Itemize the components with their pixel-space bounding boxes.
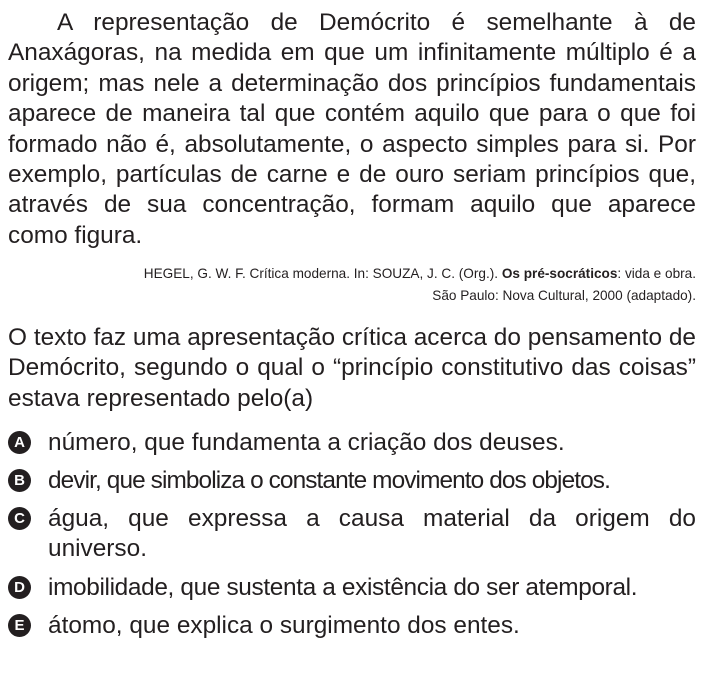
citation-line-1 <box>8 263 696 285</box>
answer-options <box>8 428 696 641</box>
option-e-letter-badge: E <box>8 614 31 637</box>
citation-suffix: : vida e obra. <box>617 266 696 282</box>
option-a-text: número, que fundamenta a criação dos deuses. <box>48 428 565 456</box>
passage-text: A representação de Demócrito é semelhante à de Anaxágoras, na medida em que um infinitamente múltiplo é a origem; mas nele a determinação dos princípios fundamentais aparece de maneira tal que contém aquilo que para o que foi formado não é, absolutamente, o aspecto simples para si. Por exemplo, partículas de carne e de ouro seriam princípios que, através de sua concentração, formam aquilo que aparece como figura. <box>8 9 696 249</box>
option-e-text: átomo, que explica o surgimento dos entes. <box>48 611 520 639</box>
question-page <box>8 8 696 649</box>
citation-book-title: Os pré-socráticos <box>501 266 618 282</box>
option-d-text: imobilidade, que sustenta a existência do ser atemporal. <box>48 573 638 601</box>
option-d[interactable] <box>8 573 696 603</box>
option-c-text: água, que expressa a causa material da origem do universo. <box>48 505 696 563</box>
option-e[interactable] <box>8 611 696 641</box>
option-d-letter-badge: D <box>8 576 31 599</box>
question-prompt: O texto faz uma apresentação crítica acerca do pensamento de Demócrito, segundo o qual o “princípio constitutivo das coisas” estava representado pelo(a) <box>8 324 696 412</box>
option-c-letter-badge: C <box>8 507 31 530</box>
option-b[interactable] <box>8 466 696 496</box>
option-b-text: devir, que simboliza o constante movimento dos objetos. <box>48 467 610 495</box>
option-c[interactable] <box>8 504 696 564</box>
citation-prefix: HEGEL, G. W. F. Crítica moderna. In: SOUZA, J. C. (Org.). <box>143 266 502 282</box>
source-citation <box>8 263 696 307</box>
option-a-letter-badge: A <box>8 431 31 454</box>
option-b-letter-badge: B <box>8 469 31 492</box>
citation-line-2: São Paulo: Nova Cultural, 2000 (adaptado). <box>432 288 696 304</box>
option-a[interactable] <box>8 428 696 458</box>
